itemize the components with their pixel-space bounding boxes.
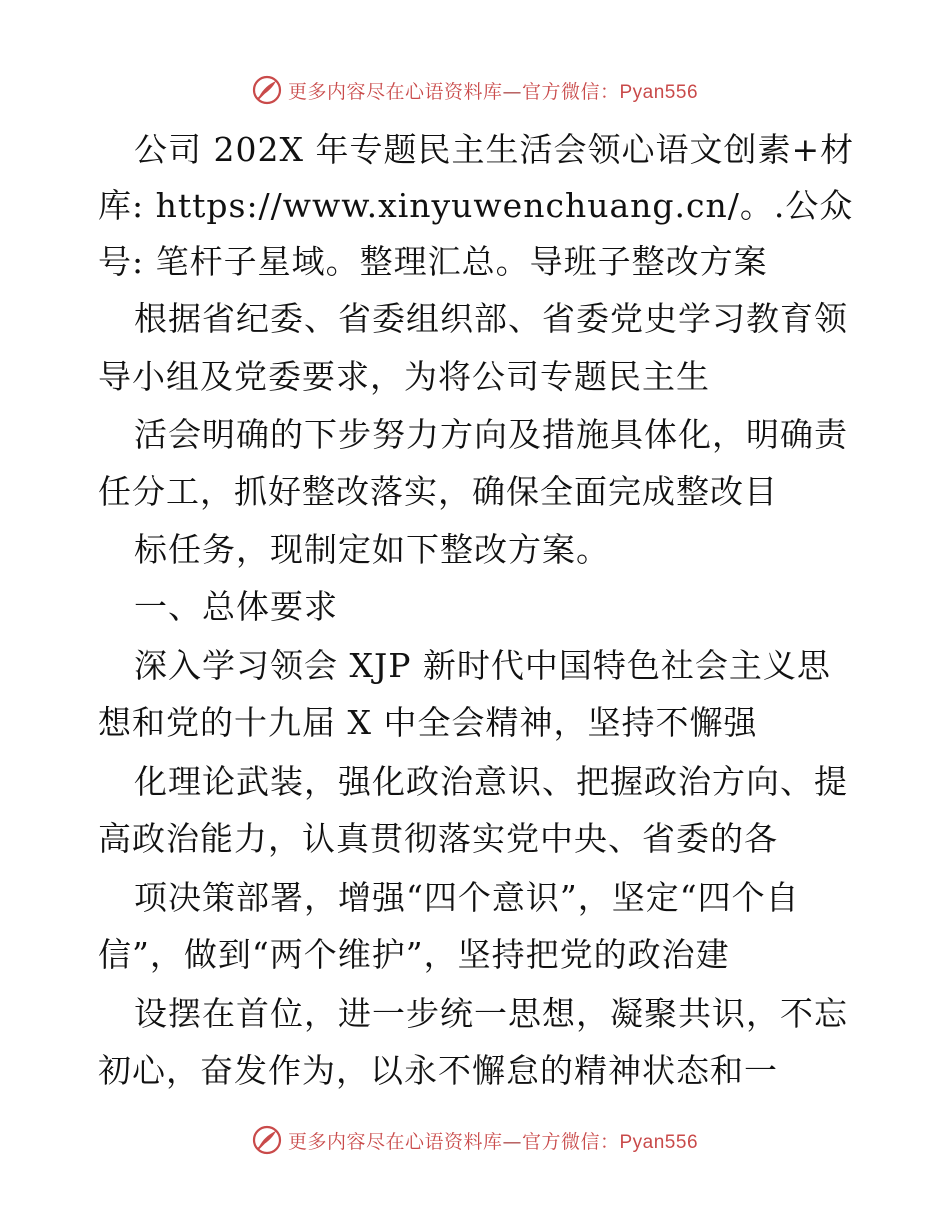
header-watermark-banner xyxy=(0,70,950,110)
footer-watermark-banner xyxy=(0,1120,950,1160)
quill-seal-logo-icon xyxy=(252,1125,282,1155)
section-heading: 一、总体要求 xyxy=(134,587,338,626)
body-line: 根据省纪委、省委组织部、省委党史学习教育领 xyxy=(134,299,848,338)
body-line: 化理论武装，强化政治意识、把握政治方向、提 xyxy=(134,762,848,801)
body-line: 信”，做到“两个维护”，坚持把党的政治建 xyxy=(98,935,730,974)
footer-watermark-account-label: 官方微信： xyxy=(521,1130,620,1153)
body-line: 号: 笔杆子星域。整理汇总。导班子整改方案 xyxy=(98,242,768,281)
footer-watermark-text xyxy=(288,1127,698,1154)
body-line: 项决策部署，增强“四个意识”，坚定“四个自 xyxy=(134,878,800,917)
body-line: 标任务，现制定如下整改方案。 xyxy=(134,530,610,569)
quill-seal-logo-icon xyxy=(252,75,282,105)
body-line: 深入学习领会 XJP 新时代中国特色社会主义思 xyxy=(134,646,831,685)
body-line: 公司 202X 年专题民主生活会领心语文创素+材 xyxy=(134,130,855,169)
body-line: 设摆在首位，进一步统一思想，凝聚共识，不忘 xyxy=(134,994,848,1033)
body-line: 任分工，抓好整改落实，确保全面完成整改目 xyxy=(98,472,778,511)
footer-watermark-separator: — xyxy=(502,1130,522,1153)
header-watermark-separator: — xyxy=(502,80,522,103)
body-line: 高政治能力，认真贯彻落实党中央、省委的各 xyxy=(98,819,778,858)
header-watermark-text xyxy=(288,77,698,104)
body-line: 想和党的十九届 X 中全会精神，坚持不懈强 xyxy=(98,703,758,742)
footer-watermark-account-handle: Pyan556 xyxy=(619,1131,699,1153)
body-line: 活会明确的下步努力方向及措施具体化，明确责 xyxy=(134,415,848,454)
header-watermark-account-label: 官方微信： xyxy=(521,80,620,103)
body-line: 初心，奋发作为，以永不懈怠的精神状态和一 xyxy=(98,1051,778,1090)
body-line: 库: https://www.xinyuwenchuang.cn/。.公众 xyxy=(98,186,854,225)
footer-watermark-slogan: 更多内容尽在心语资料库 xyxy=(287,1130,503,1153)
body-line: 导小组及党委要求，为将公司专题民主生 xyxy=(98,357,710,396)
header-watermark-account-handle: Pyan556 xyxy=(619,81,699,103)
header-watermark-slogan: 更多内容尽在心语资料库 xyxy=(287,80,503,103)
